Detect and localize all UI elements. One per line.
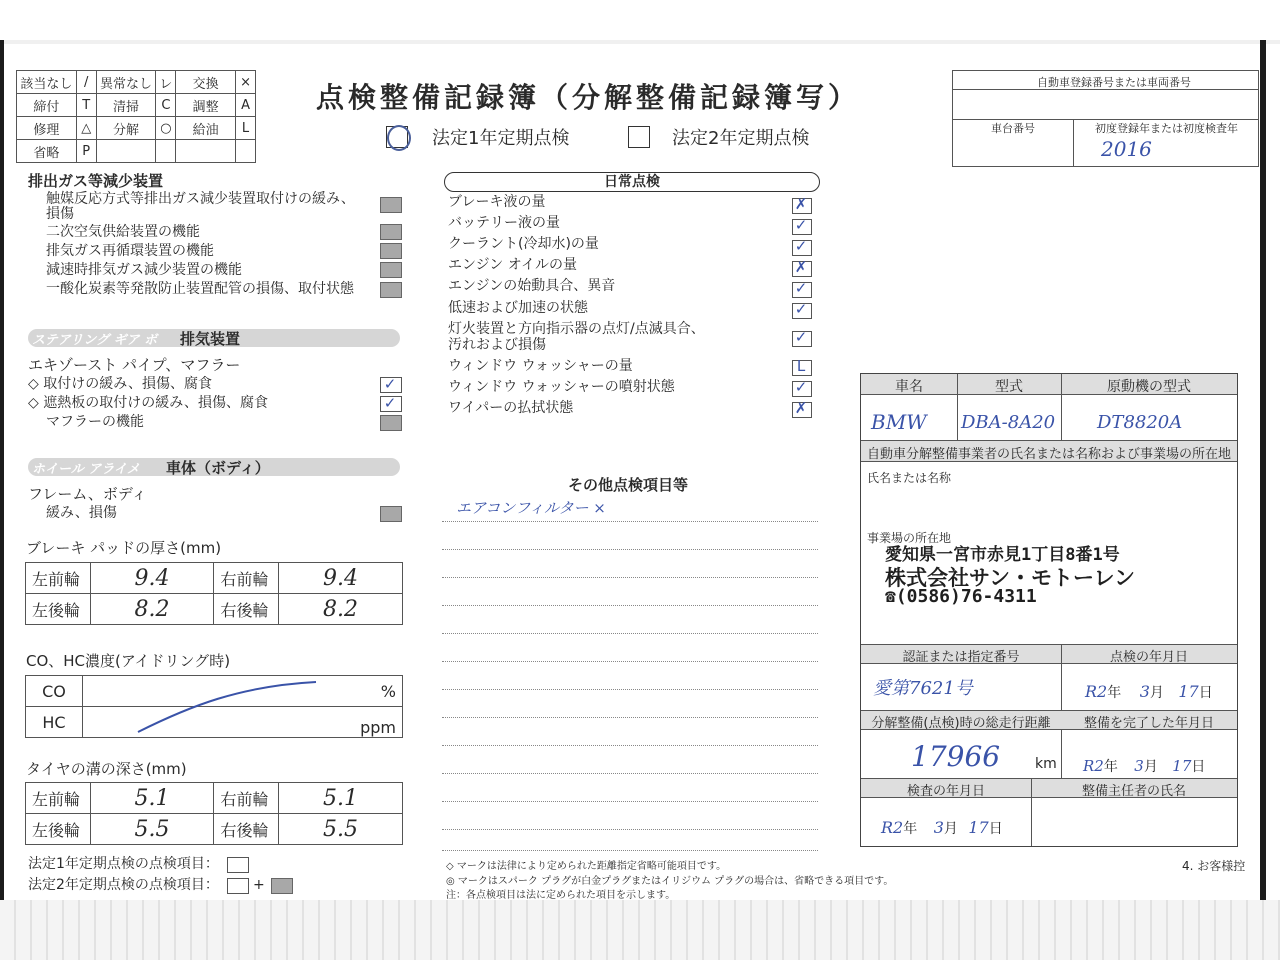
tire-title: タイヤの溝の深さ(mm) — [26, 760, 187, 778]
reg-number-label: 自動車登録番号または車両番号 — [1037, 76, 1191, 89]
daily-item: エンジンの始動具合、異音 — [448, 278, 616, 294]
tire-rl-label: 左後輪 — [26, 814, 91, 845]
legend-cell — [176, 140, 236, 163]
tire-fr-label: 右前輪 — [214, 783, 279, 814]
check-box-gray[interactable] — [380, 243, 402, 259]
done-date-label: 整備を完了した年月日 — [1083, 716, 1214, 731]
stamp-company: 株式会社サン・モトーレン — [885, 566, 1136, 590]
footnote-1: ◇ マークは法律により定められた距離指定省略可能項目です。 — [446, 861, 727, 872]
ghost-text: ホイール アライメ — [32, 462, 140, 477]
footnote-3: 注：各点検項目は法に定められた項目を示します。 — [446, 890, 676, 901]
done-date: R2年 3月 17日 — [1083, 757, 1206, 775]
dotted-line — [442, 717, 818, 718]
legend-cell: △ — [76, 117, 96, 140]
engine-value: DT8820A — [1097, 412, 1183, 433]
dotted-line — [442, 829, 818, 830]
scan-edge-bottom — [0, 900, 1280, 960]
dotted-line — [442, 633, 818, 634]
inspect-date-label: 点検の年月日 — [1109, 650, 1188, 665]
name-or-title-label: 氏名または名称 — [867, 471, 952, 485]
body-sub: フレーム、ボディ — [28, 485, 147, 503]
annual2-checkbox[interactable] — [628, 126, 650, 148]
annual2-label: 法定2年定期点検 — [672, 128, 810, 149]
check-box-gray[interactable] — [380, 415, 402, 431]
legend-cell: 修理 — [17, 117, 77, 140]
exhaust-system-item: ◇ 遮熱板の取付けの緩み、損傷、腐食 — [28, 395, 269, 411]
daily-inspection-header: 日常点検 — [444, 172, 820, 192]
other-item-handwritten: エアコンフィルター × — [456, 499, 606, 517]
brake-fl-label: 左前輪 — [26, 563, 91, 594]
brake-rl-label: 左後輪 — [26, 594, 91, 625]
daily-item: エンジン オイルの量 — [448, 257, 578, 273]
legend-table — [16, 70, 256, 163]
hc-unit: ppm — [83, 707, 403, 738]
check-mark-icon: ✓ — [383, 394, 397, 412]
co-label: CO — [26, 676, 83, 707]
dotted-line — [442, 661, 818, 662]
daily-item: ウィンドウ ウォッシャーの噴射状態 — [448, 379, 675, 395]
check-box-gray[interactable] — [380, 506, 402, 522]
exam-date-label: 検査の年月日 — [906, 784, 985, 799]
daily-item: ウィンドウ ウォッシャーの量 — [448, 358, 633, 374]
dotted-line — [442, 850, 818, 851]
exhaust-item: 触媒反応方式等排出ガス減少装置取付けの緩み、 — [46, 191, 355, 207]
brake-fl-value: 9.4 — [90, 563, 214, 594]
check-mark-icon: ✓ — [794, 328, 808, 346]
legend-cell: 分解 — [96, 117, 156, 140]
chassis-label: 車台番号 — [991, 122, 1035, 135]
model-value: DBA-8A20 — [961, 412, 1056, 433]
check-mark-icon: ✓ — [794, 237, 808, 255]
body-title: 車体（ボディ） — [166, 459, 270, 477]
tire-rr-label: 右後輪 — [214, 814, 279, 845]
cert-value: 愛第7621号 — [873, 678, 973, 699]
legend-white-box — [227, 878, 249, 894]
first-reg-label: 初度登録年または初度検査年 — [1095, 122, 1238, 135]
brake-rr-label: 右後輪 — [214, 594, 279, 625]
scan-edge-left — [0, 40, 4, 900]
exhaust-system-item: ◇ 取付けの緩み、損傷、腐食 — [28, 376, 213, 392]
check-box-gray[interactable] — [380, 262, 402, 278]
dotted-line — [442, 577, 818, 578]
legend-cell: C — [156, 94, 176, 117]
exhaust-system-title: 排気装置 — [180, 330, 241, 348]
legend-plus: + — [253, 877, 265, 893]
daily-item: 灯火装置と方向指示器の点灯/点滅具合、 — [448, 321, 705, 337]
legend-cell: 調整 — [176, 94, 236, 117]
exhaust-item: 損傷 — [46, 206, 74, 222]
mileage-unit: km — [1035, 756, 1057, 772]
exhaust-system-sub: エキゾースト パイプ、マフラー — [28, 356, 241, 374]
legend-cell: 締付 — [17, 94, 77, 117]
ghost-text: ステアリング ギア ボ — [32, 333, 158, 348]
check-mark-icon: ✓ — [794, 216, 808, 234]
dotted-line — [442, 605, 818, 606]
daily-item: ブレーキ液の量 — [448, 194, 546, 210]
exhaust-item: 減速時排気ガス減少装置の機能 — [46, 262, 242, 278]
check-mark-icon: ✗ — [794, 399, 808, 417]
tire-rl-value: 5.5 — [90, 814, 214, 845]
legend-cell: / — [76, 71, 96, 94]
legend-cell: 清掃 — [96, 94, 156, 117]
location-label: 事業場の所在地 — [867, 531, 952, 545]
registration-box — [952, 70, 1259, 167]
business-label: 自動車分解整備事業者の氏名または名称および事業場の所在地 — [866, 447, 1231, 462]
dotted-line — [442, 521, 818, 522]
legend-cell: レ — [156, 71, 176, 94]
legend-cell: × — [236, 71, 256, 94]
tire-fl-label: 左前輪 — [26, 783, 91, 814]
legend-white-box — [227, 857, 249, 873]
scan-edge-top — [0, 40, 1280, 44]
brake-rl-value: 8.2 — [90, 594, 214, 625]
body-item: 緩み、損傷 — [46, 505, 117, 521]
exhaust-item: 二次空気供給装置の機能 — [46, 224, 200, 240]
engine-label: 原動機の型式 — [1107, 379, 1191, 395]
legend-cell — [236, 140, 256, 163]
co-unit: % — [83, 676, 403, 707]
daily-item: 低速および加速の状態 — [448, 300, 588, 316]
brake-pad-title: ブレーキ パッドの厚さ(mm) — [26, 539, 222, 557]
check-mark-icon: ✗ — [794, 195, 808, 213]
car-name-value: BMW — [871, 410, 927, 434]
brake-fr-value: 9.4 — [279, 563, 403, 594]
legend-cell: L — [236, 117, 256, 140]
brake-fr-label: 右前輪 — [214, 563, 279, 594]
legend-cell: P — [76, 140, 96, 163]
legend-cell: 給油 — [176, 117, 236, 140]
daily-item: クーラント(冷却水)の量 — [448, 236, 599, 252]
exam-date: R2年 3月 17日 — [881, 818, 1003, 837]
legend-cell: 該当なし — [17, 71, 77, 94]
inspect-date: R2年 3月 17日 — [1085, 682, 1213, 701]
brake-pad-table — [25, 562, 403, 625]
exhaust-reduction-title: 排出ガス等減少装置 — [28, 172, 164, 190]
legend-cell — [156, 140, 176, 163]
dotted-line — [442, 689, 818, 690]
daily-item: バッテリー液の量 — [448, 215, 560, 231]
stamp-phone: ☎(0586)76-4311 — [885, 586, 1037, 607]
check-mark-icon: ✓ — [794, 279, 808, 297]
other-items-title: その他点検項目等 — [568, 476, 689, 494]
check-mark-icon: L — [796, 357, 806, 375]
legend-annual1: 法定1年定期点検の点検項目： — [28, 856, 219, 872]
car-name-label: 車名 — [895, 379, 923, 395]
brake-rr-value: 8.2 — [279, 594, 403, 625]
legend-cell: ○ — [156, 117, 176, 140]
strike-line-icon — [130, 676, 330, 736]
footnote-2: ◎ マークはスパーク プラグが白金プラグまたはイリジウム プラグの場合は、省略できる項目です。 — [446, 876, 894, 887]
mileage-label: 分解整備(点検)時の総走行距離 — [871, 716, 1051, 731]
page-label: 4. お客様控 — [1182, 859, 1246, 873]
stamp-address: 愛知県一宮市赤見1丁目8番1号 — [885, 545, 1120, 565]
scan-edge-right — [1260, 40, 1266, 900]
daily-item: 汚れおよび損傷 — [448, 337, 546, 353]
circle-mark-icon — [387, 125, 411, 151]
legend-cell: 異常なし — [96, 71, 156, 94]
first-reg-value: 2016 — [1101, 137, 1152, 161]
check-box-gray[interactable] — [380, 224, 402, 240]
legend-cell: 省略 — [17, 140, 77, 163]
legend-annual2: 法定2年定期点検の点検項目： — [28, 877, 219, 893]
check-mark-icon: ✓ — [794, 300, 808, 318]
mileage-value: 17966 — [911, 740, 1001, 773]
dotted-line — [442, 549, 818, 550]
cert-label: 認証または指定番号 — [902, 650, 1020, 665]
legend-gray-box — [271, 878, 293, 894]
co-hc-title: CO、HC濃度(アイドリング時) — [26, 652, 231, 670]
dotted-line — [442, 801, 818, 802]
legend-cell: A — [236, 94, 256, 117]
check-mark-icon: ✓ — [794, 378, 808, 396]
dotted-line — [442, 773, 818, 774]
check-mark-icon: ✗ — [794, 258, 808, 276]
check-mark-icon: ✓ — [383, 375, 397, 393]
chief-label: 整備主任者の氏名 — [1081, 784, 1186, 799]
tire-fl-value: 5.1 — [90, 783, 214, 814]
page-title: 点検整備記録簿（分解整備記録簿写） — [316, 81, 861, 114]
exhaust-item: 排気ガス再循環装置の機能 — [46, 243, 214, 259]
tire-table — [25, 782, 403, 845]
model-label: 型式 — [995, 379, 1023, 395]
check-box-gray[interactable] — [380, 197, 402, 213]
exhaust-item: 一酸化炭素等発散防止装置配管の損傷、取付状態 — [46, 281, 354, 297]
exhaust-system-item: マフラーの機能 — [46, 414, 144, 430]
check-box-gray[interactable] — [380, 282, 402, 298]
legend-cell: T — [76, 94, 96, 117]
dotted-line — [442, 745, 818, 746]
annual1-label: 法定1年定期点検 — [432, 128, 570, 149]
legend-cell — [96, 140, 156, 163]
hc-label: HC — [26, 707, 83, 738]
tire-fr-value: 5.1 — [279, 783, 403, 814]
legend-cell: 交換 — [176, 71, 236, 94]
daily-item: ワイパーの払拭状態 — [448, 400, 574, 416]
vehicle-info-table — [860, 373, 1238, 847]
tire-rr-value: 5.5 — [279, 814, 403, 845]
